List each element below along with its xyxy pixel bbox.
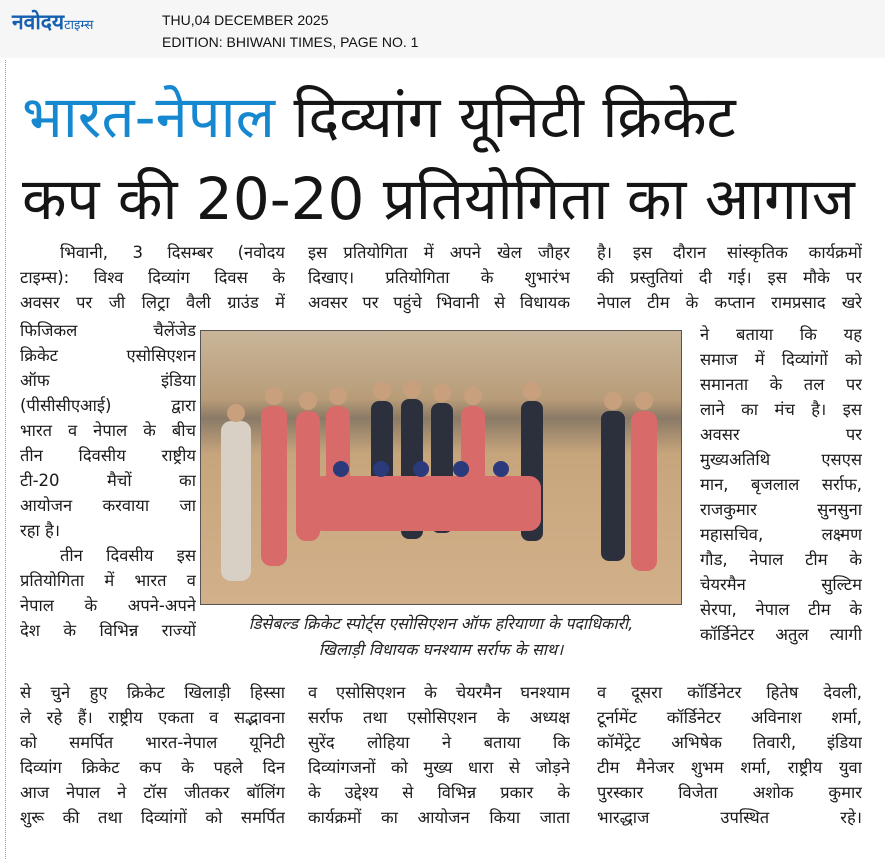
text-line: टाइम्स): विश्व दिव्यांग दिवस के <box>20 268 285 287</box>
text-line: सुरेंद लोहिया ने बताया कि <box>308 733 570 752</box>
text-line: तीन दिवसीय राष्ट्रीय <box>20 446 196 465</box>
text-line: समानता के तल पर <box>700 375 862 394</box>
text-line: भारद्धाज उपस्थित रहे। <box>597 808 862 827</box>
column-3-top <box>597 240 862 315</box>
column-1-top <box>20 240 285 315</box>
text-line: से चुने हुए क्रिकेट खिलाड़ी हिस्सा <box>20 683 285 702</box>
text-line: भारत व नेपाल के बीच <box>20 421 196 440</box>
text-line: नेपाल टीम के कप्तान रामप्रसाद खरे <box>597 293 862 312</box>
text-line: टी-20 मैचों का <box>20 471 196 490</box>
column-2-bottom <box>308 680 570 830</box>
text-line: राजकुमार सुनसुना <box>700 500 862 519</box>
text-line: रहा है। <box>20 521 61 540</box>
column-1-narrow <box>20 318 196 643</box>
headline-line-2: कप की 20-20 प्रतियोगिता का आगाज <box>22 165 855 233</box>
text-line: गौड, नेपाल टीम के <box>700 550 862 569</box>
logo-sub: टाइम्स <box>64 18 94 33</box>
text-line: शुरू की तथा दिव्यांगों को समर्पित <box>20 808 285 827</box>
text-line: कार्यक्रमों का आयोजन किया जाता <box>308 808 570 827</box>
logo-main: नवोदय <box>12 10 65 34</box>
column-3-narrow <box>700 322 862 647</box>
caption-line-1: डिसेबल्ड क्रिकेट स्पोर्ट्स एसोसिएशन ऑफ हरियाणा के पदाधिकारी, <box>248 614 634 633</box>
text-line: लाने का मंच है। इस <box>700 400 862 419</box>
text-line: पुरस्कार विजेता अशोक कुमार <box>597 783 862 802</box>
text-line: सेरपा, नेपाल टीम के <box>700 600 862 619</box>
masthead-bar <box>0 0 885 58</box>
text-line: टीम मैनेजर शुभम शर्मा, राष्ट्रीय युवा <box>597 758 862 777</box>
text-line: प्रतियोगिता में भारत व <box>20 571 196 590</box>
text-line: के उद्देश्य से विभिन्न प्रकार के <box>308 783 570 802</box>
edition-page: EDITION: BHIWANI TIMES, PAGE NO. 1 <box>162 34 419 50</box>
text-line: ऑफ इंडिया <box>20 371 196 390</box>
text-line: मान, बृजलाल सर्राफ, <box>700 475 862 494</box>
team-group-photo <box>221 381 661 581</box>
text-line: दिखाए। प्रतियोगिता के शुभारंभ <box>308 268 570 287</box>
text-line: को समर्पित भारत-नेपाल यूनिटी <box>20 733 285 752</box>
column-1-bottom <box>20 680 285 830</box>
text-line: महासचिव, लक्ष्मण <box>700 525 862 544</box>
column-2-top <box>308 240 570 315</box>
news-photo <box>200 330 682 605</box>
text-line: आयोजन करवाया जा <box>20 496 196 515</box>
text-line: ले रहे हैं। राष्ट्रीय एकता व सद्भावना <box>20 708 285 727</box>
text-line: दिव्यांग क्रिकेट कप के पहले दिन <box>20 758 285 777</box>
text-line: मुख्यअतिथि एसएस <box>700 450 862 469</box>
text-line: तीन दिवसीय इस <box>60 546 196 565</box>
clipping-border <box>5 60 6 859</box>
column-3-bottom <box>597 680 862 830</box>
text-line: फिजिकल चैलेंजेड <box>20 321 196 340</box>
text-line: सर्राफ तथा एसोसिएशन के अध्यक्ष <box>308 708 570 727</box>
text-line: अवसर पर <box>700 425 862 444</box>
text-line: (पीसीसीएआई) द्वारा <box>20 396 196 415</box>
text-line: देश के विभिन्न राज्यों <box>20 621 196 640</box>
text-line: व दूसरा कॉर्डिनेटर हितेष देवली, <box>597 683 862 702</box>
text-line: कॉमेंट्रेट अभिषेक तिवारी, इंडिया <box>597 733 862 752</box>
text-line: की प्रस्तुतियां दी गई। इस मौके पर <box>597 268 862 287</box>
text-line: इस प्रतियोगिता में अपने खेल जौहर <box>308 243 570 262</box>
text-line: क्रिकेट एसोसिएशन <box>20 346 196 365</box>
text-line: अवसर पर जी लिट्रा वैली ग्राउंड में <box>20 293 285 312</box>
text-line: दिव्यांगजनों को मुख्य धारा से जोड़ने <box>308 758 570 777</box>
text-line: है। इस दौरान सांस्कृतिक कार्यक्रमों <box>597 243 862 262</box>
text-line: भिवानी, 3 दिसम्बर (नवोदय <box>60 243 285 262</box>
photo-caption <box>200 611 682 663</box>
text-line: कॉर्डिनेटर अतुल त्यागी <box>700 625 862 644</box>
edition-info <box>162 9 418 53</box>
text-line: चेयरमैन सुल्टिम <box>700 575 862 594</box>
headline-highlight: भारत-नेपाल <box>22 83 275 151</box>
issue-date: THU,04 DECEMBER 2025 <box>162 12 329 28</box>
text-line: नेपाल के अपने-अपने <box>20 596 196 615</box>
headline-rest: दिव्यांग यूनिटी क्रिकेट <box>293 83 736 151</box>
headline-line-1 <box>22 82 872 152</box>
text-line: समाज में दिव्यांगों को <box>700 350 862 369</box>
text-line: आज नेपाल ने टॉस जीतकर बॉलिंग <box>20 783 285 802</box>
newspaper-logo <box>12 8 93 36</box>
text-line: अवसर पर पहुंचे भिवानी से विधायक <box>308 293 570 312</box>
text-line: ने बताया कि यह <box>700 325 862 344</box>
text-line: व एसोसिएशन के चेयरमैन घनश्याम <box>308 683 570 702</box>
text-line: टूर्नामेंट कॉर्डिनेटर अविनाश शर्मा, <box>597 708 862 727</box>
caption-line-2: खिलाड़ी विधायक घनश्याम सर्राफ के साथ। <box>318 640 564 659</box>
